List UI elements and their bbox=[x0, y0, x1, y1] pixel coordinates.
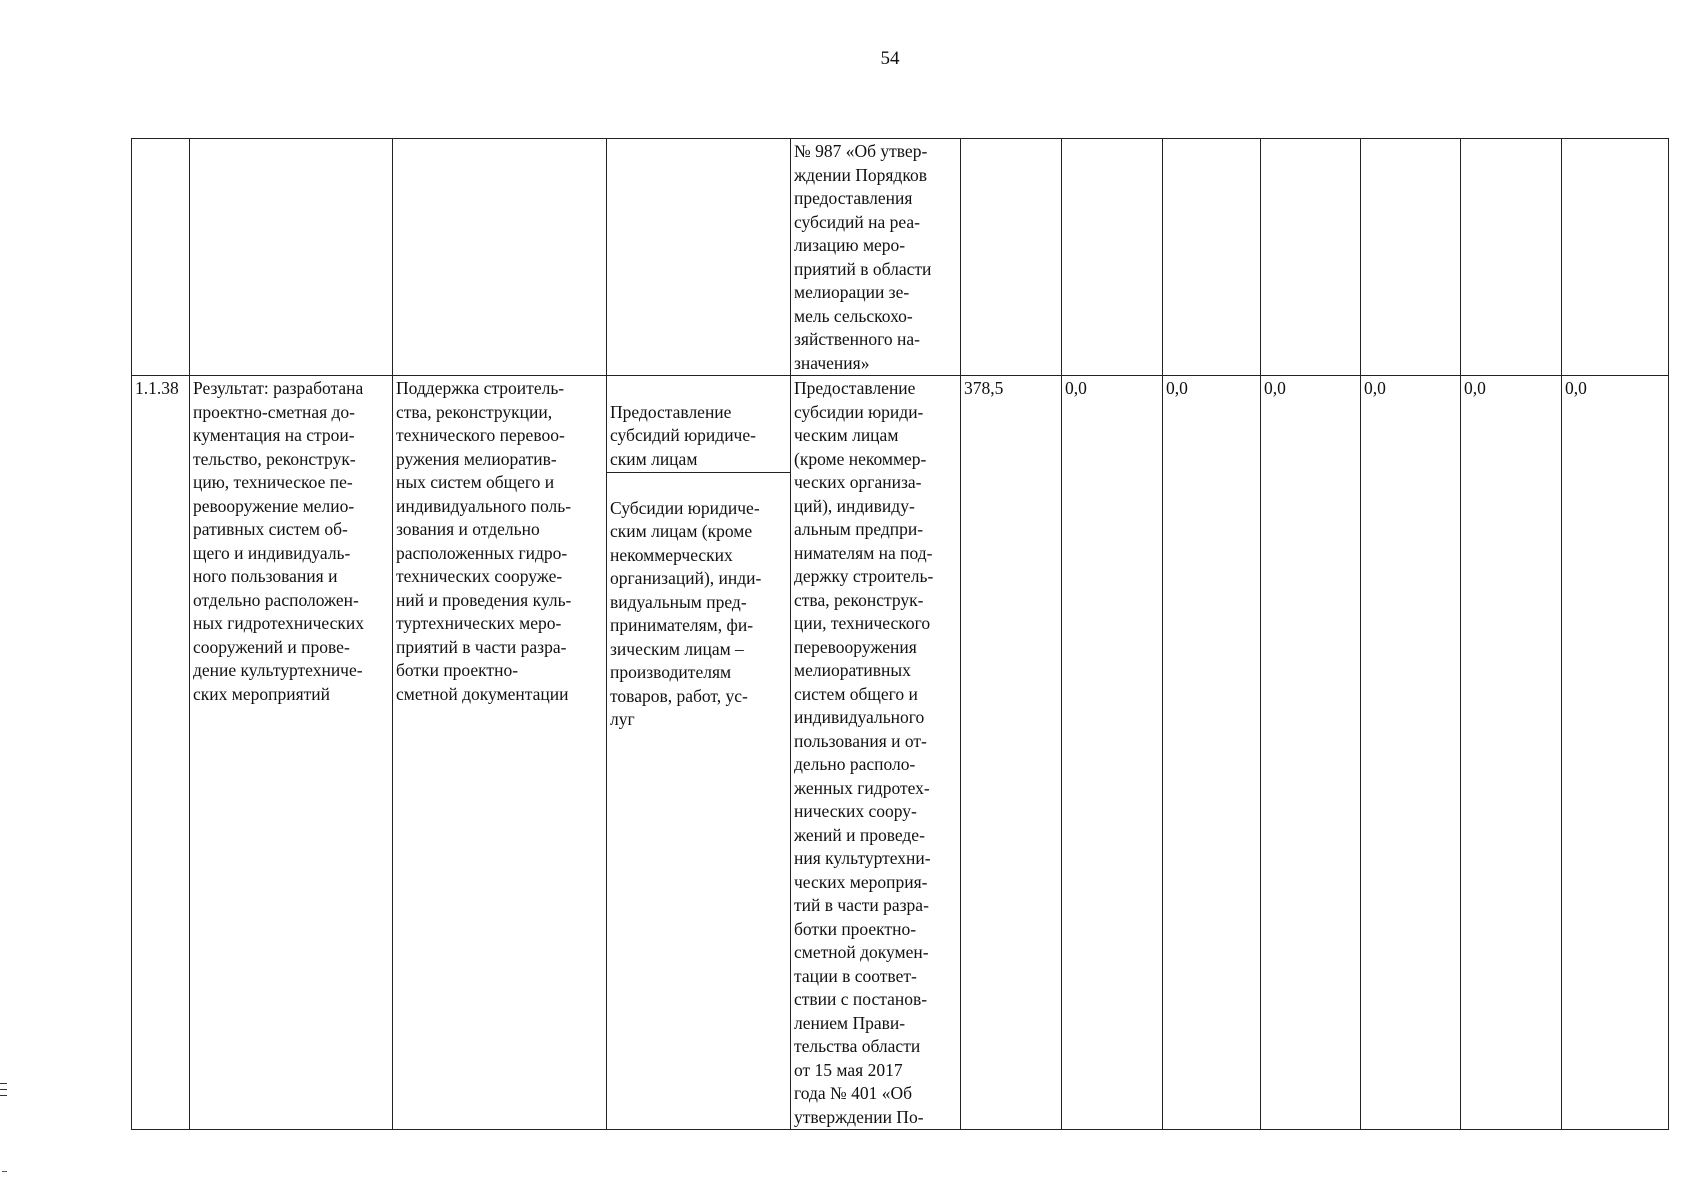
cell-value bbox=[1461, 139, 1562, 376]
cell-result: Результат: разработана проектно-сметная до- кументация на строи- тельство, реконструк- цию, техническое пе- ревооружение мелио- ративных систем об- щего и индивидуаль- ного пользования и отдельно расположен- ных гидротехнических сооружений и прове- дение культуртехниче- ских мероприятий bbox=[190, 376, 393, 1130]
scan-margin-mark bbox=[0, 1083, 7, 1084]
support-subtype-text: Субсидии юридиче- ским лицам (кроме некоммерческих организаций), инди- видуальным пред- принимателям, фи- зическим лицам – производителям товаров, работ, ус- луг bbox=[610, 497, 762, 729]
scan-margin-mark bbox=[2, 1171, 7, 1172]
cell-value: 0,0 bbox=[1062, 376, 1163, 1130]
table-row-1-1-38 bbox=[132, 376, 1669, 1130]
program-activities-table bbox=[131, 138, 1669, 1130]
cell-value: 0,0 bbox=[1261, 376, 1361, 1130]
cell-value: 0,0 bbox=[1461, 376, 1562, 1130]
cell-value: 0,0 bbox=[1562, 376, 1669, 1130]
cell-value bbox=[1562, 139, 1669, 376]
cell-value: 378,5 bbox=[961, 376, 1062, 1130]
support-type-text: Предоставление субсидий юридиче- ским лицам bbox=[607, 400, 790, 474]
cell-value bbox=[1062, 139, 1163, 376]
cell-activity bbox=[393, 139, 607, 376]
cell-value bbox=[1163, 139, 1261, 376]
cell-value bbox=[961, 139, 1062, 376]
cell-value: 0,0 bbox=[1361, 376, 1461, 1130]
scan-margin-mark bbox=[0, 1095, 7, 1096]
cell-value bbox=[1261, 139, 1361, 376]
cell-support-type bbox=[607, 139, 791, 376]
page-number: 54 bbox=[880, 48, 900, 69]
cell-value: 0,0 bbox=[1163, 376, 1261, 1130]
scan-margin-mark bbox=[0, 1089, 7, 1090]
cell-value bbox=[1361, 139, 1461, 376]
cell-result bbox=[190, 139, 393, 376]
cell-legal-basis: № 987 «Об утвер- ждении Порядков предоставления субсидий на реа- лизацию меро- приятий в области мелиорации зе- мель сельскохо- зяйственного на- значения» bbox=[791, 139, 961, 376]
table-row-continuation bbox=[132, 139, 1669, 376]
cell-number bbox=[132, 139, 190, 376]
cell-legal-basis: Предоставление субсидии юриди- ческим лицам (кроме некоммер- ческих организа- ций), индивиду- альным предпри- нимателям на под- держку строитель- ства, реконструк- ции, технического перевооружения мелиоративных систем общего и индивидуального пользования и от- дельно располо- женных гидротех- нических соору- жений и проведе- ния культуртехни- ческих мероприя- тий в части разра- ботки проектно- сметной докумен- тации в соответ- ствии с постанов- лением Прави- тельства области от 15 мая 2017 года № 401 «Об утверждении По- bbox=[791, 376, 961, 1130]
cell-activity: Поддержка строитель- ства, реконструкции, технического перевоо- ружения мелиоратив- ных систем общего и индивидуального поль- зования и отдельно расположенных гидро- технических сооруже- ний и проведения куль- туртехнических меро- приятий в части разра- ботки проектно- сметной документации bbox=[393, 376, 607, 1130]
cell-number: 1.1.38 bbox=[132, 376, 190, 1130]
cell-support-type bbox=[607, 376, 791, 1130]
